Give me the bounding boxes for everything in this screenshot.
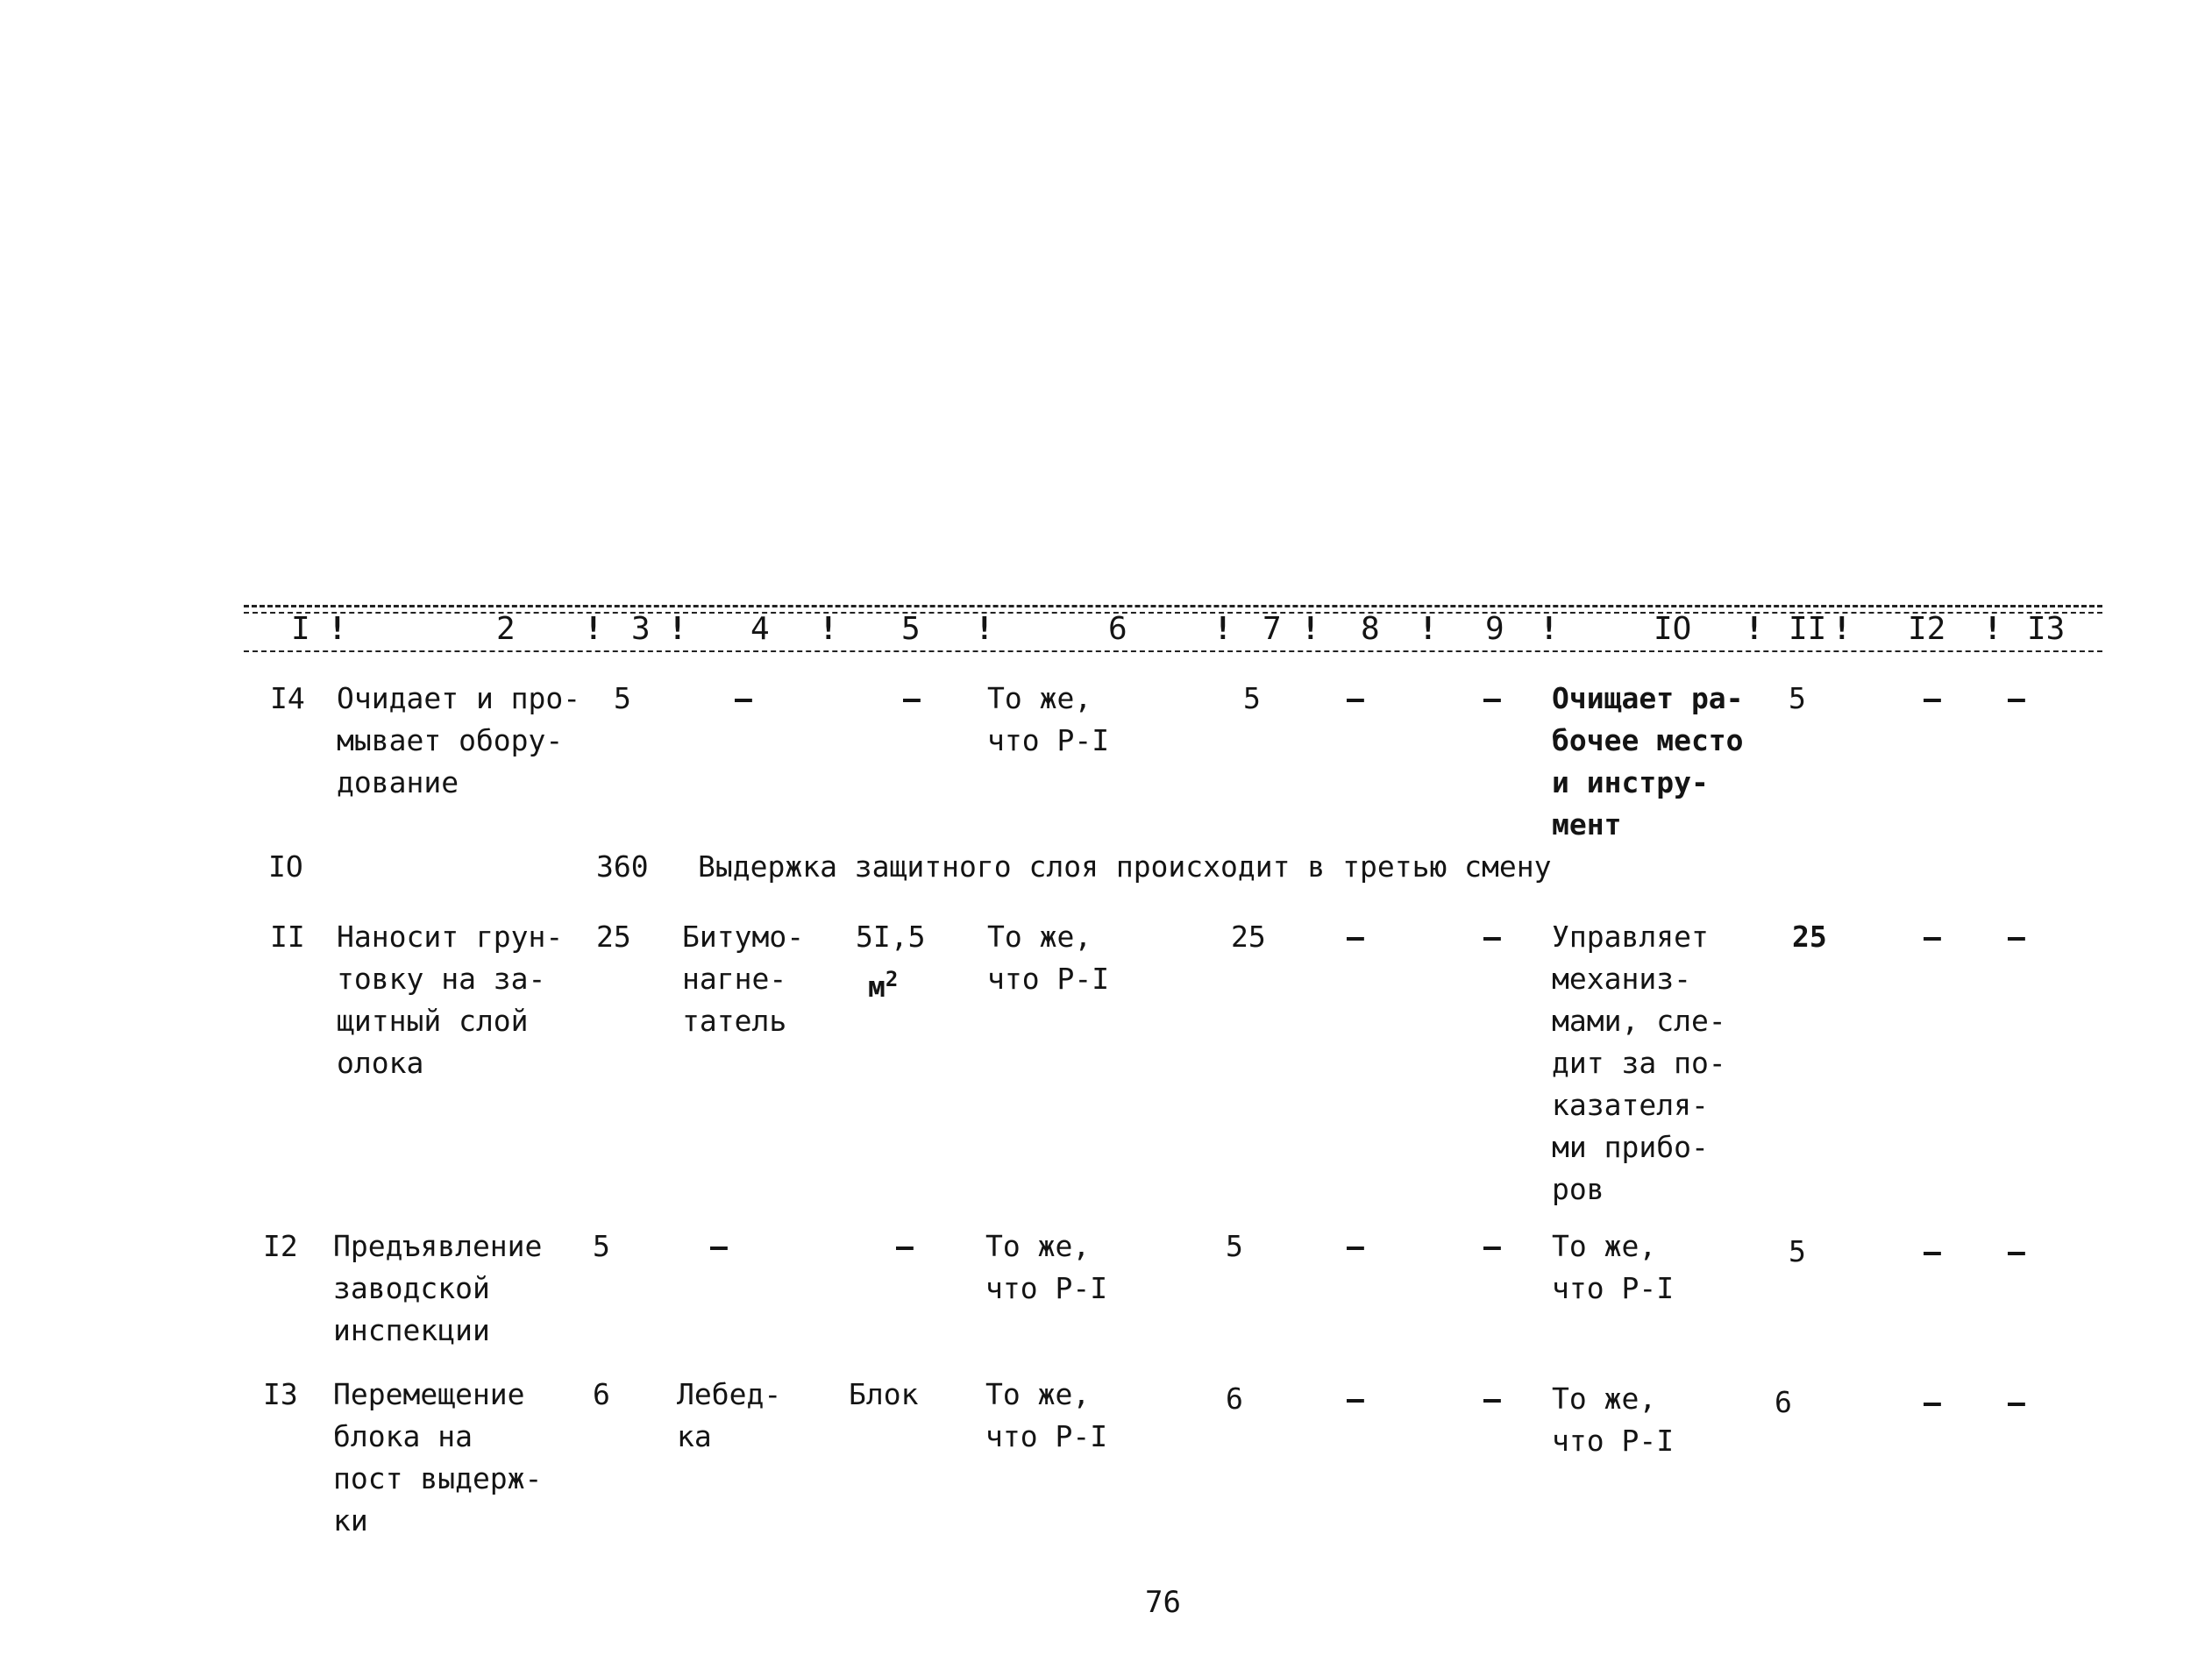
- col-separator: !: [975, 611, 994, 647]
- col-9-value: –: [1483, 1382, 1501, 1416]
- volume: 5I,5: [856, 920, 926, 954]
- worker-1-action: То же, что Р-I: [985, 1377, 1108, 1453]
- worker-2-time: 25: [1792, 920, 1827, 954]
- worker-2-action: То же, что Р-I: [1552, 1229, 1675, 1305]
- worker-2-time: 6: [1775, 1385, 1792, 1419]
- table-header-bottom-rule: [244, 650, 2102, 652]
- col-8-value: –: [1347, 1382, 1364, 1416]
- worker-1-time: 6: [1226, 1382, 1243, 1416]
- col-12-value: –: [1924, 1385, 1941, 1419]
- worker-1-time: 25: [1231, 920, 1266, 954]
- col-8-value: –: [1347, 681, 1364, 715]
- worker-2-time: 5: [1789, 681, 1806, 715]
- volume: –: [903, 681, 921, 715]
- col-13-value: –: [2008, 1385, 2025, 1419]
- duration: 25: [596, 920, 631, 954]
- col-separator: !: [1745, 611, 1764, 647]
- col-separator: !: [1301, 611, 1320, 647]
- col-13-value: –: [2008, 681, 2025, 715]
- col-header-4: 4: [750, 611, 770, 647]
- row-number: II: [270, 920, 305, 954]
- worker-2-action: То же, что Р-I: [1552, 1382, 1675, 1458]
- col-separator: !: [328, 611, 347, 647]
- operation-name: Наносит грун- товку на за- щитный слой олока: [337, 920, 564, 1080]
- col-9-value: –: [1483, 681, 1501, 715]
- col-12-value: –: [1924, 1234, 1941, 1268]
- col-header-10: IO: [1654, 611, 1692, 647]
- col-header-12: I2: [1908, 611, 1946, 647]
- duration: 5: [593, 1229, 610, 1263]
- col-12-value: –: [1924, 681, 1941, 715]
- equipment: –: [735, 681, 752, 715]
- page-number: 76: [1145, 1585, 1181, 1620]
- col-separator: !: [584, 611, 603, 647]
- row-number: I3: [263, 1377, 298, 1411]
- operation-name: Очидает и про- мывает обору- дование: [337, 681, 581, 799]
- worker-1-time: 5: [1243, 681, 1261, 715]
- worker-2-action: Управляет механиз- мами, сле- дит за по- казателя- ми прибо- ров: [1552, 920, 1726, 1206]
- row-number: IO: [268, 849, 303, 884]
- table-top-rule: [244, 605, 2102, 607]
- worker-1-action: То же, что Р-I: [985, 1229, 1108, 1305]
- col-header-3: 3: [631, 611, 651, 647]
- duration: 6: [593, 1377, 610, 1411]
- worker-1-action: То же, что Р-I: [987, 681, 1110, 757]
- volume-unit: $м^2$: [868, 967, 899, 1004]
- col-separator: !: [1832, 611, 1852, 647]
- worker-1-action: То же, что Р-I: [987, 920, 1110, 996]
- col-header-1: I: [291, 611, 310, 647]
- equipment: Лебед- ка: [677, 1377, 782, 1453]
- col-header-6: 6: [1108, 611, 1127, 647]
- col-header-7: 7: [1262, 611, 1282, 647]
- col-separator: !: [1540, 611, 1559, 647]
- operation-name: Перемещение блока на пост выдерж- ки: [333, 1377, 543, 1538]
- col-separator: !: [668, 611, 687, 647]
- col-9-value: –: [1483, 920, 1501, 954]
- col-8-value: –: [1347, 1229, 1364, 1263]
- col-separator: !: [819, 611, 838, 647]
- col-separator: !: [1983, 611, 2002, 647]
- volume: –: [896, 1229, 914, 1263]
- volume: Блок: [849, 1377, 919, 1411]
- equipment: Битумо- нагне- татель: [682, 920, 805, 1038]
- col-header-9: 9: [1485, 611, 1504, 647]
- equipment: –: [710, 1229, 728, 1263]
- col-header-2: 2: [496, 611, 516, 647]
- worker-2-time: 5: [1789, 1234, 1806, 1268]
- col-separator: !: [1213, 611, 1233, 647]
- row-number: I2: [263, 1229, 298, 1263]
- row-number: I4: [270, 681, 305, 715]
- col-9-value: –: [1483, 1229, 1501, 1263]
- col-13-value: –: [2008, 1234, 2025, 1268]
- row-note: Выдержка защитного слоя происходит в третью смену: [698, 849, 1552, 884]
- col-separator: !: [1419, 611, 1438, 647]
- col-header-5: 5: [901, 611, 921, 647]
- col-header-11: II: [1789, 611, 1827, 647]
- duration: 5: [614, 681, 631, 715]
- col-header-8: 8: [1361, 611, 1380, 647]
- duration: 360: [596, 849, 649, 884]
- worker-2-action: Очищает ра- бочее место и инстру- мент: [1552, 681, 1744, 842]
- col-13-value: –: [2008, 920, 2025, 954]
- col-header-13: I3: [2027, 611, 2066, 647]
- operation-name: Предъявление заводской инспекции: [333, 1229, 543, 1347]
- worker-1-time: 5: [1226, 1229, 1243, 1263]
- col-8-value: –: [1347, 920, 1364, 954]
- table-header: [0, 610, 2212, 649]
- col-12-value: –: [1924, 920, 1941, 954]
